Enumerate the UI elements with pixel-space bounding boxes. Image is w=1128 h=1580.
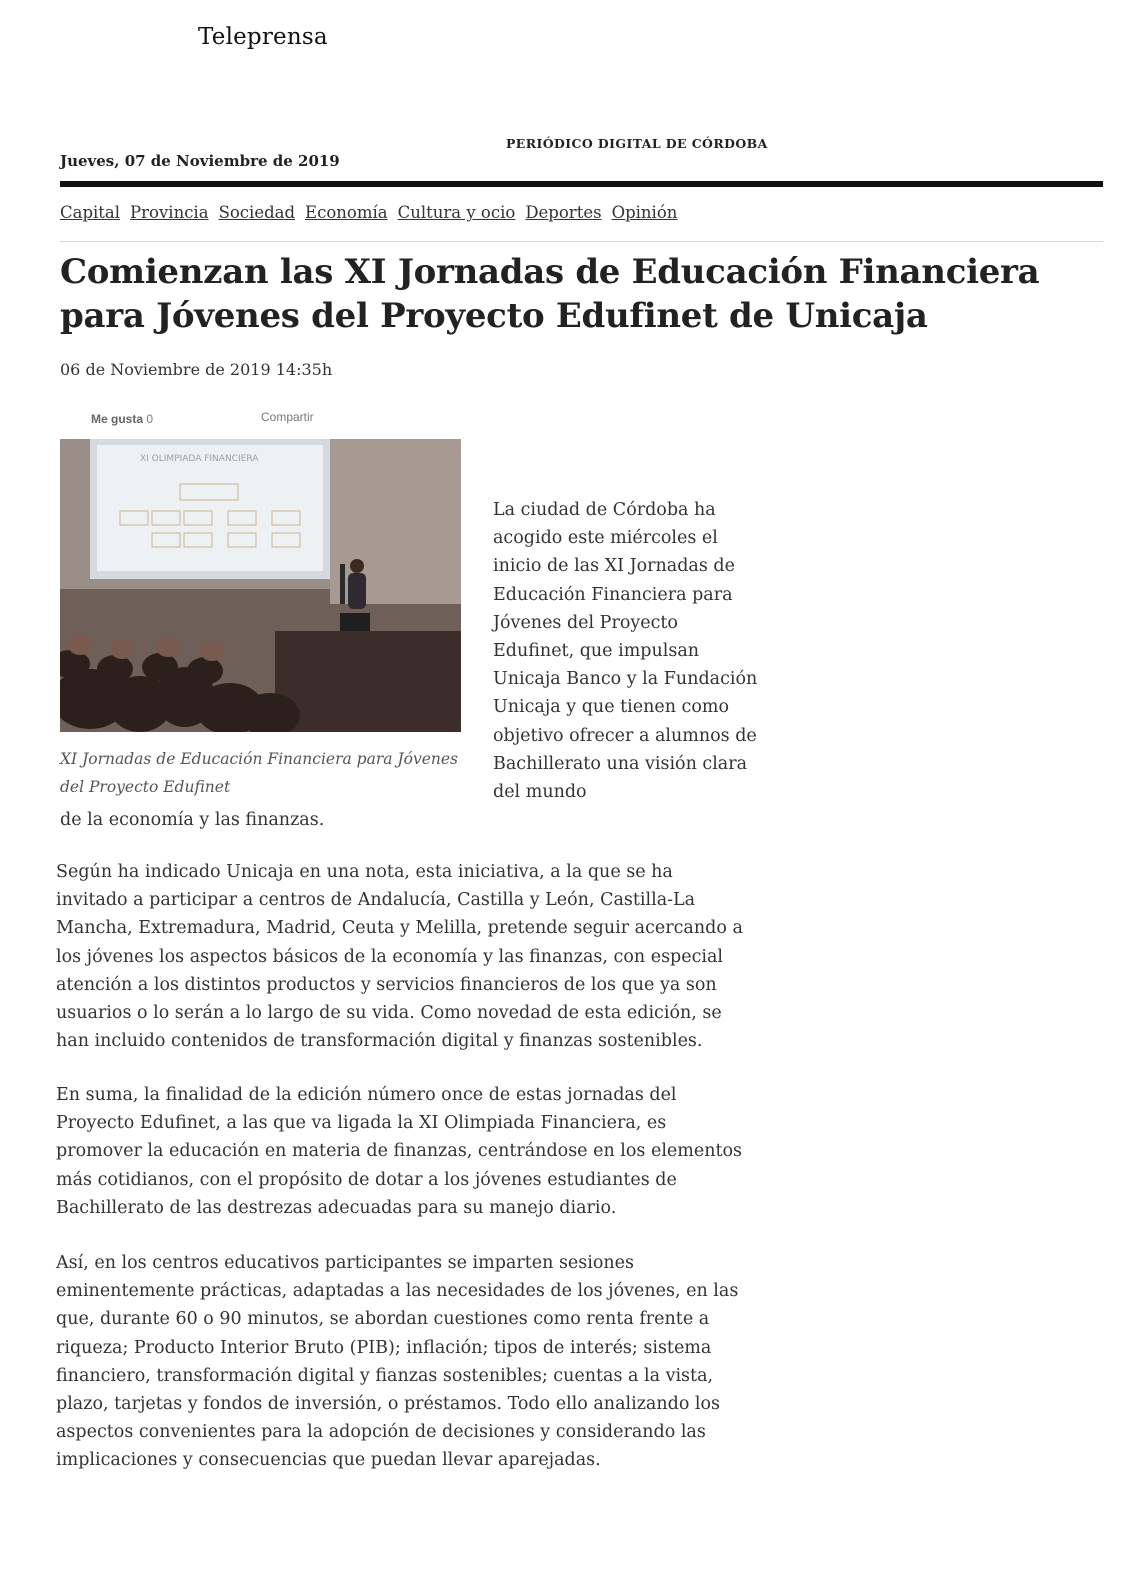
body-paragraph-2: En suma, la finalidad de la edición número once de estas jornadas del Proyecto Edufinet, a las que va ligada la XI Olimpiada Financiera, es promover la educación en materia de finanzas, centrándose en los elementos más cotidianos, con el propósito de dotar a los jóvenes estudiantes de Bachillerato de las destrezas adecuadas para su manejo diario.	[56, 1085, 743, 1218]
nav-link-cultura-y-ocio[interactable]: Cultura y ocio	[397, 203, 516, 222]
nav-link-deportes[interactable]: Deportes	[525, 203, 602, 222]
nav-link-capital[interactable]: Capital	[60, 203, 121, 222]
like-count: 0	[146, 412, 154, 426]
nav-link-opinion[interactable]: Opinión	[611, 203, 678, 222]
presenter-figure	[348, 559, 366, 609]
body-paragraph-3: Así, en los centros educativos participantes se imparten sesiones eminentemente prácticas, adaptadas a las necesidades de los jóvenes, en las que, durante 60 o 90 minutos, se abordan cuestiones como renta frente a riqueza; Producto Interior Bruto (PIB); inflación; tipos de interés; sistema financiero, transformación digital y fianzas sostenibles; cuentas a la vista, plazo, tarjetas y fondos de inversión, o préstamos. Todo ello analizando los aspectos convenientes para la adopción de decisiones y considerando las implicaciones y consecuencias que puedan llevar aparejadas.	[56, 1253, 739, 1471]
article-image[interactable]	[60, 439, 461, 732]
site-tagline: PERIÓDICO DIGITAL DE CÓRDOBA	[506, 136, 768, 151]
lead-paragraph: La ciudad de Córdoba ha acogido este miércoles el inicio de las XI Jornadas de Educación Financiera para Jóvenes del Proyecto Edufinet, que impulsan Unicaja Banco y la Fundación Unicaja y que tienen como objetivo ofrecer a alumnos de Bachillerato una visión clara del mundo	[493, 500, 758, 803]
body-paragraph-1: Según ha indicado Unicaja en una nota, esta iniciativa, a la que se ha invitado a participar a centros de Andalucía, Castilla y León, Castilla-La Mancha, Extremadura, Madrid, Ceuta y Melilla, pretende seguir acercando a los jóvenes los aspectos básicos de la economía y las finanzas, con especial atención a los distintos productos y servicios financieros de los que ya son usuarios o lo serán a lo largo de su vida. Como novedad de esta edición, se han incluido contenidos de transformación digital y finanzas sostenibles.	[56, 862, 743, 1052]
like-button[interactable]	[91, 412, 153, 426]
share-button[interactable]: Compartir	[261, 410, 314, 424]
image-caption: XI Jornadas de Educación Financiera para Jóvenes del Proyecto Edufinet	[60, 750, 458, 796]
like-label: Me gusta	[91, 412, 144, 426]
current-date: Jueves, 07 de Noviembre de 2019	[60, 152, 340, 170]
nav-link-economia[interactable]: Economía	[305, 203, 388, 222]
slide-title: XI OLIMPIADA FINANCIERA	[140, 454, 259, 464]
header-divider	[60, 181, 1103, 187]
site-brand[interactable]: Teleprensa	[198, 24, 328, 50]
nav-link-provincia[interactable]: Provincia	[130, 203, 209, 222]
article-title: Comienzan las XI Jornadas de Educación Financiera para Jóvenes del Proyecto Edufinet de Unicaja	[60, 252, 1040, 336]
lead-paragraph-tail: de la economía y las finanzas.	[60, 810, 325, 830]
article-date: 06 de Noviembre de 2019 14:35h	[60, 360, 333, 379]
section-nav	[60, 203, 677, 222]
nav-link-sociedad[interactable]: Sociedad	[218, 203, 296, 222]
nav-divider	[60, 241, 1103, 242]
